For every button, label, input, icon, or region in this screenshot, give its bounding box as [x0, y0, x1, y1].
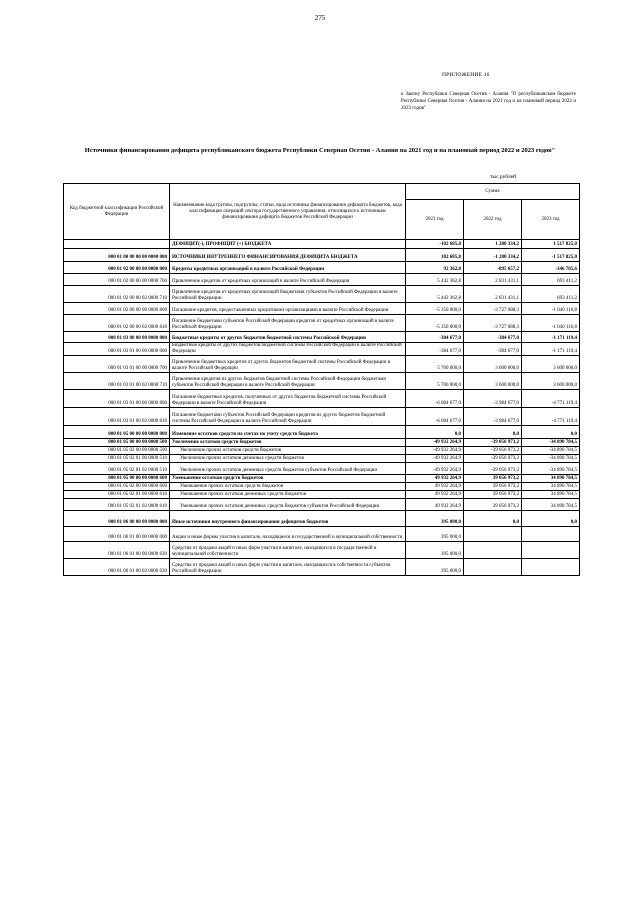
row-value-2022	[464, 527, 522, 542]
row-code: 000 01 03 01 00 02 0000 810	[64, 408, 170, 426]
table-row	[64, 511, 580, 527]
table-row	[64, 286, 580, 303]
row-name: Уменьшение прочих остатков денежных средств бюджетов субъектов Российской Федерации	[170, 499, 406, 511]
row-name: Изменение остатков средств на счетах по учету средств бюджета	[170, 426, 406, 439]
table-row	[64, 475, 580, 483]
page-number: 275	[314, 14, 326, 22]
row-code: 000 01 00 00 00 00 0000 000	[64, 249, 170, 262]
table-row	[64, 373, 580, 390]
table-row	[64, 315, 580, 332]
row-value-2021: 395 000,0	[406, 542, 464, 559]
row-name: Погашение бюджетами субъектов Российской Федерации кредитов из других бюджетов бюджетной системы Российской Федерации в валюте Российской Федерации	[170, 408, 406, 426]
row-value-2021: 92 362,8	[406, 262, 464, 274]
row-name: Бюджетные кредиты от других бюджетов бюджетной системы Российской Федерации	[170, 332, 406, 343]
row-value-2023: -1 171 119,4	[522, 343, 580, 356]
table-row	[64, 455, 580, 463]
row-value-2021: -49 932 264,9	[406, 447, 464, 455]
row-value-2021: 395 000,0	[406, 527, 464, 542]
row-value-2022: -1 280 334,2	[464, 249, 522, 262]
units-label: тыс.рублей	[490, 174, 517, 180]
row-name: Привлечение кредитов от кредитных организаций бюджетами субъектов Российской Федерации в валюте Российской Федерации	[170, 286, 406, 303]
header-name: Наименование кода группы, подгруппы, статьи, вида источника финансирования дефицита бюджетов, кода классификации операций сектора государственного управления, относящихся к источникам финансирования дефицита бюджетов Российской Федерации	[170, 184, 406, 240]
row-name: Погашение кредитов, предоставленных кредитными организациями в валюте Российской Федерации	[170, 303, 406, 315]
row-value-2021: 49 932 264,9	[406, 483, 464, 491]
table-row	[64, 483, 580, 491]
header-sum: Сумма	[406, 184, 580, 200]
row-name: Уменьшение прочих остатков средств бюджетов	[170, 483, 406, 491]
table-row	[64, 408, 580, 426]
row-value-2023: -346 705,6	[522, 262, 580, 274]
row-value-2022: 2 831 431,1	[464, 274, 522, 286]
row-value-2021: 395 000,0	[406, 511, 464, 527]
row-name: Увеличение остатков средств бюджетов	[170, 439, 406, 447]
row-value-2022	[464, 559, 522, 576]
row-value-2021: -49 932 264,9	[406, 439, 464, 447]
row-code: 000 01 03 01 00 02 0000 710	[64, 373, 170, 390]
row-value-2023: 693 411,2	[522, 274, 580, 286]
header-code: Код бюджетной классификации Российской Федерации	[64, 184, 170, 240]
row-value-2023	[522, 527, 580, 542]
row-name: Привлечение кредитов от кредитных организаций в валюте Российской Федерации	[170, 274, 406, 286]
table-row	[64, 426, 580, 439]
row-value-2021: 5 700 000,0	[406, 356, 464, 373]
row-value-2023: -4 771 119,4	[522, 390, 580, 408]
row-value-2022: -895 657,2	[464, 262, 522, 274]
row-value-2023: 3 600 000,0	[522, 373, 580, 390]
law-reference: к Закону Республики Северная Осетия - Алания "О республиканском бюджете Республики Северная Осетия - Алания на 2021 год и на плановый период 2022 и 2023 годов"	[401, 92, 576, 111]
row-value-2023: 0,0	[522, 426, 580, 439]
row-value-2021: 5 442 362,8	[406, 274, 464, 286]
row-name: Иные источники внутреннего финансирования дефицитов бюджетов	[170, 511, 406, 527]
row-value-2021: -384 677,0	[406, 343, 464, 356]
row-name: Погашение бюджетами субъектов Российской Федерации кредитов от кредитных организаций в валюте Российской Федерации	[170, 315, 406, 332]
table-row	[64, 542, 580, 559]
row-value-2021: -49 932 264,9	[406, 455, 464, 463]
row-value-2023: 34 890 784,5	[522, 491, 580, 499]
appendix-label: ПРИЛОЖЕНИЕ 16	[442, 72, 490, 78]
row-value-2021: -49 932 264,9	[406, 463, 464, 475]
row-value-2023: -34 890 784,5	[522, 455, 580, 463]
row-value-2021: 5 442 362,8	[406, 286, 464, 303]
row-value-2021: 49 932 264,9	[406, 475, 464, 483]
row-code: 000 01 03 00 00 00 0000 000	[64, 332, 170, 343]
row-code	[64, 240, 170, 249]
row-code: 000 01 02 00 00 00 0000 700	[64, 274, 170, 286]
table-row	[64, 447, 580, 455]
row-name: Привлечение кредитов из других бюджетов бюджетной системы Российской Федерации бюджетами субъектов Российской Федерации в валюте Российской Федерации	[170, 373, 406, 390]
row-name: Привлечение бюджетных кредитов от других бюджетов бюджетной системы Российской Федерации в валюте Российской Федерации	[170, 356, 406, 373]
row-value-2023: 34 890 784,5	[522, 475, 580, 483]
row-name: Увеличение прочих остатков денежных средств бюджетов	[170, 455, 406, 463]
table-row	[64, 499, 580, 511]
table-row	[64, 356, 580, 373]
row-code: 000 01 06 01 00 00 0000 630	[64, 542, 170, 559]
row-value-2021: 0,0	[406, 426, 464, 439]
row-value-2023	[522, 559, 580, 576]
row-name: Акции и иные формы участия в капитале, находящиеся в государственной и муниципальной собственности	[170, 527, 406, 542]
row-value-2021: 49 932 264,9	[406, 491, 464, 499]
row-code: 000 01 05 00 00 00 0000 500	[64, 439, 170, 447]
row-value-2022: 3 600 000,0	[464, 356, 522, 373]
row-value-2022: 3 600 000,0	[464, 373, 522, 390]
row-value-2021: -102 685,8	[406, 240, 464, 249]
table-row	[64, 240, 580, 249]
row-value-2022: -3 727 088,3	[464, 303, 522, 315]
row-value-2023: -1 171 119,4	[522, 332, 580, 343]
row-value-2021: -6 084 677,0	[406, 390, 464, 408]
row-name: Уменьшение прочих остатков денежных средств бюджетов	[170, 491, 406, 499]
row-value-2022: 1 280 334,2	[464, 240, 522, 249]
row-code: 000 01 05 02 01 02 0000 610	[64, 499, 170, 511]
row-value-2022: 39 056 973,2	[464, 499, 522, 511]
row-code: 000 01 06 01 00 02 0000 630	[64, 559, 170, 576]
row-value-2022: -39 056 973,2	[464, 455, 522, 463]
row-value-2022: -384 677,0	[464, 332, 522, 343]
row-value-2021: 5 700 000,0	[406, 373, 464, 390]
row-code: 000 01 02 00 00 00 0000 800	[64, 303, 170, 315]
row-name: Увеличение прочих остатков средств бюджетов	[170, 447, 406, 455]
row-value-2023: -1 517 825,0	[522, 249, 580, 262]
row-value-2023: -34 890 784,5	[522, 439, 580, 447]
row-value-2022: -3 984 677,0	[464, 390, 522, 408]
row-code: 000 01 02 00 00 00 0000 000	[64, 262, 170, 274]
row-value-2022: -39 056 973,2	[464, 447, 522, 455]
table-row	[64, 527, 580, 542]
row-value-2023: -1 040 116,8	[522, 315, 580, 332]
row-value-2021: -6 084 677,0	[406, 408, 464, 426]
row-code: 000 01 03 01 00 00 0000 700	[64, 356, 170, 373]
row-value-2023: 3 600 000,0	[522, 356, 580, 373]
table-row	[64, 343, 580, 356]
row-value-2022: 39 056 973,2	[464, 475, 522, 483]
header-2022: 2022 год	[464, 200, 522, 240]
row-value-2023: -1 040 116,8	[522, 303, 580, 315]
table-row	[64, 303, 580, 315]
row-code: 000 01 05 02 01 00 0000 610	[64, 491, 170, 499]
row-value-2023: 34 890 784,5	[522, 483, 580, 491]
row-name: ДЕФИЦИТ(-), ПРОФИЦИТ (+) БЮДЖЕТА	[170, 240, 406, 249]
row-code: 000 01 05 02 01 00 0000 510	[64, 455, 170, 463]
row-code: 000 01 05 02 01 02 0000 510	[64, 463, 170, 475]
row-value-2022: 0,0	[464, 511, 522, 527]
table-row	[64, 463, 580, 475]
row-code: 000 01 03 01 00 00 0000 800	[64, 390, 170, 408]
table-row	[64, 559, 580, 576]
row-value-2022: -3 727 088,3	[464, 315, 522, 332]
row-value-2021: -384 677,0	[406, 332, 464, 343]
row-code: 000 01 06 01 00 00 0000 000	[64, 527, 170, 542]
row-value-2022: -39 056 973,2	[464, 463, 522, 475]
row-name: Погашение бюджетных кредитов, полученных от других бюджетов бюджетной системы Российской Федерации в валюте Российской Федерации	[170, 390, 406, 408]
row-value-2022: 39 056 973,2	[464, 491, 522, 499]
table-row	[64, 249, 580, 262]
row-code: 000 01 02 00 00 02 0000 810	[64, 315, 170, 332]
row-value-2021: 102 685,8	[406, 249, 464, 262]
row-value-2023	[522, 542, 580, 559]
row-value-2023: 34 890 784,5	[522, 499, 580, 511]
table-body	[64, 240, 580, 576]
row-name: ИСТОЧНИКИ ВНУТРЕННЕГО ФИНАНСИРОВАНИЯ ДЕФИЦИТА БЮДЖЕТА	[170, 249, 406, 262]
row-code: 000 01 06 00 00 00 0000 000	[64, 511, 170, 527]
row-code: 000 01 05 00 00 00 0000 000	[64, 426, 170, 439]
row-code: 000 01 03 01 00 00 0000 000	[64, 343, 170, 356]
row-value-2021: 49 932 264,9	[406, 499, 464, 511]
header-2021: 2021 год	[406, 200, 464, 240]
row-value-2022: -384 677,0	[464, 343, 522, 356]
row-value-2022: -39 056 973,2	[464, 439, 522, 447]
row-name: Кредиты кредитных организаций в валюте Российской Федерации	[170, 262, 406, 274]
row-value-2022	[464, 542, 522, 559]
row-value-2022: 0,0	[464, 426, 522, 439]
table-row	[64, 390, 580, 408]
table-row	[64, 332, 580, 343]
header-2023: 2023 год	[522, 200, 580, 240]
row-value-2022: -3 984 677,0	[464, 408, 522, 426]
row-value-2023: -4 771 119,4	[522, 408, 580, 426]
row-value-2023: -34 890 784,5	[522, 463, 580, 475]
row-name: Бюджетные кредиты от других бюджетов бюджетной системы Российской Федерации в валюте Российской Федерации	[170, 343, 406, 356]
row-code: 000 01 05 00 00 00 0000 600	[64, 475, 170, 483]
row-name: Уменьшение остатков средств бюджетов	[170, 475, 406, 483]
row-value-2023: 1 517 825,0	[522, 240, 580, 249]
row-name: Средства от продажи акций и иных форм участия в капитале, находящихся в государственной и муниципальной собственности	[170, 542, 406, 559]
document-title: Источники финансирования дефицита республиканского бюджета Республики Северная Осетия - Алания на 2021 год и на плановый период 2022 и 2023 годов"	[84, 147, 556, 154]
row-value-2022: 2 831 431,1	[464, 286, 522, 303]
row-code: 000 01 05 02 00 00 0000 600	[64, 483, 170, 491]
row-value-2021: 395 000,0	[406, 559, 464, 576]
table-row	[64, 274, 580, 286]
row-code: 000 01 02 00 00 02 0000 710	[64, 286, 170, 303]
row-value-2022: 39 056 973,2	[464, 483, 522, 491]
row-name: Средства от продажи акций и иных форм участия в капитале, находящихся в собственности субъектов Российской Федерации	[170, 559, 406, 576]
row-value-2021: -5 350 000,0	[406, 303, 464, 315]
budget-sources-table	[63, 183, 580, 576]
row-value-2021: -5 350 000,0	[406, 315, 464, 332]
table-row	[64, 491, 580, 499]
row-value-2023: -34 890 784,5	[522, 447, 580, 455]
row-name: Увеличение прочих остатков денежных средств бюджетов субъектов Российской Федерации	[170, 463, 406, 475]
row-code: 000 01 05 02 00 00 0000 500	[64, 447, 170, 455]
table-row	[64, 262, 580, 274]
table-row	[64, 439, 580, 447]
row-value-2023: 693 411,2	[522, 286, 580, 303]
row-value-2023: 0,0	[522, 511, 580, 527]
